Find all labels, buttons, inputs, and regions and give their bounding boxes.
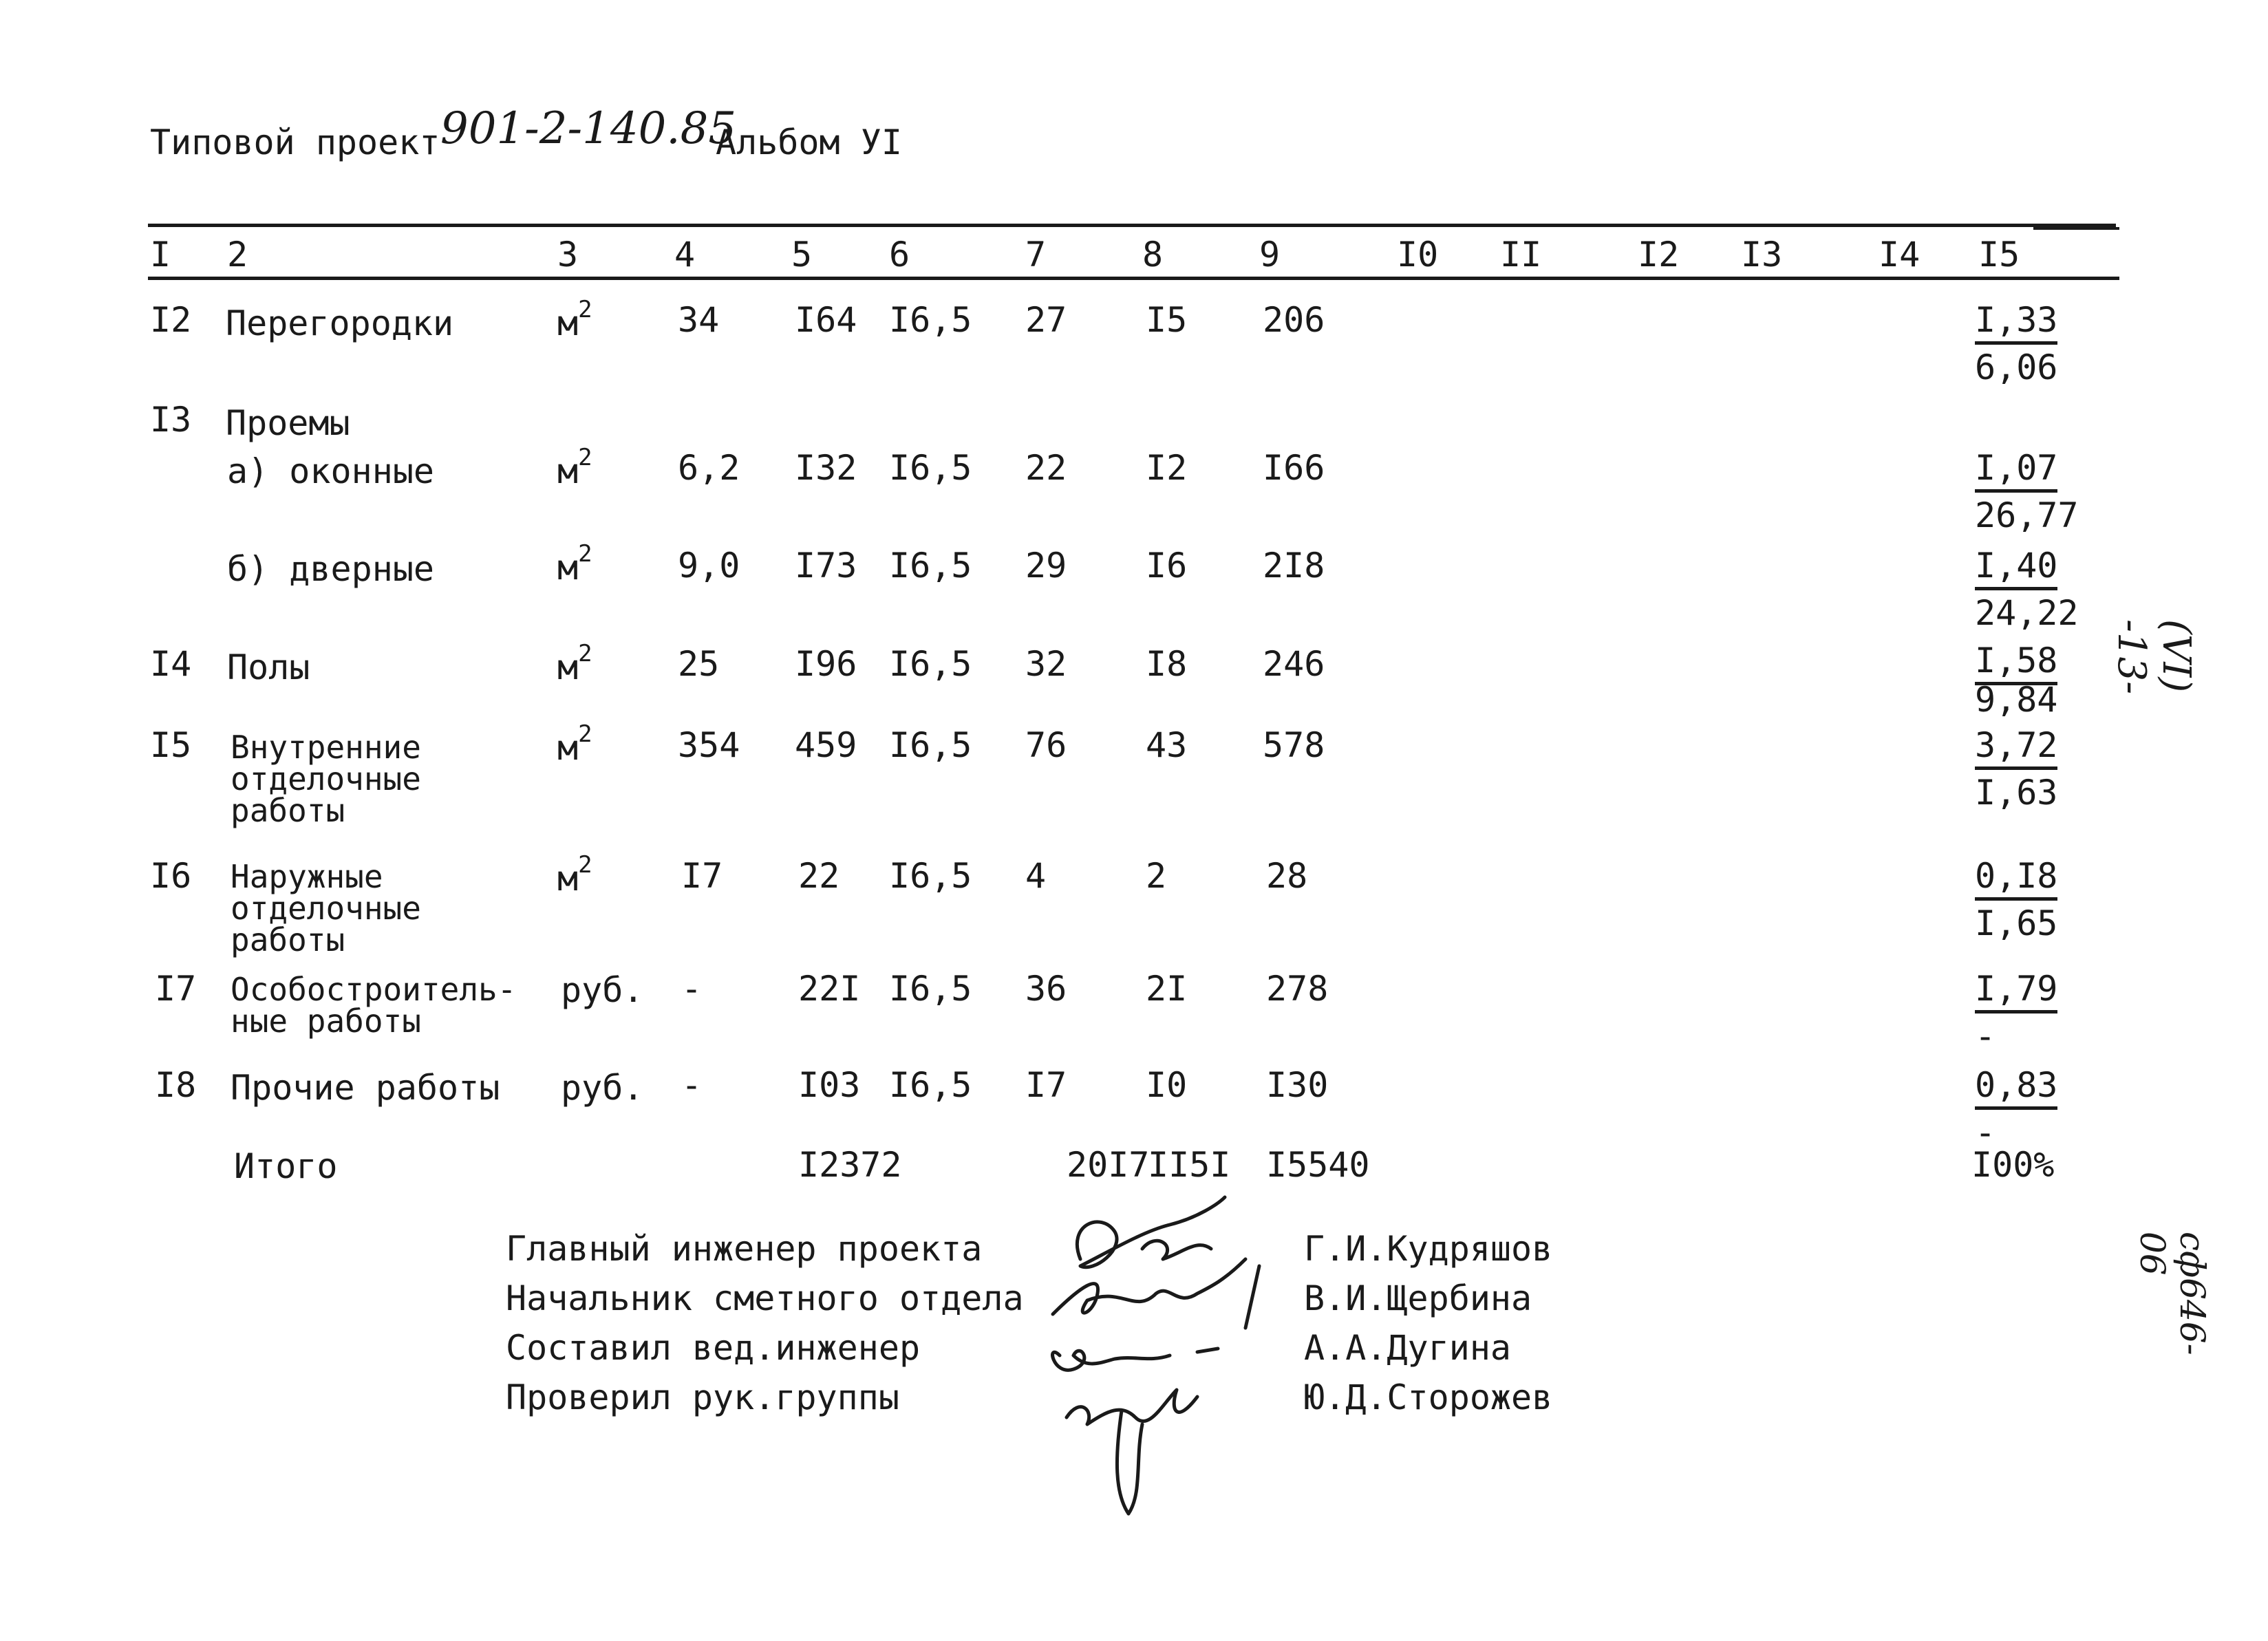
cell-c7: 32 (1025, 644, 1067, 684)
col-header-8: 8 (1142, 235, 1164, 275)
cell-c6: I6,5 (889, 969, 972, 1009)
cell-c9: 278 (1266, 969, 1329, 1009)
cell-c15: $\frac{0,I8}{I,65}$ (1975, 856, 2058, 943)
total-label: Итого (234, 1146, 338, 1186)
cell-c4: - (681, 1065, 703, 1105)
album-label: Альбом УI (716, 122, 902, 162)
cell-c5: 22I (798, 969, 861, 1009)
row-name: Полы (227, 647, 310, 687)
cell-c6: I6,5 (889, 725, 972, 765)
cell-c8: 2I (1146, 969, 1188, 1009)
cell-c9: 246 (1263, 644, 1325, 684)
row-name: Прочие работы (231, 1068, 500, 1108)
cell-c5: I96 (795, 644, 857, 684)
row-name: а) оконные (227, 451, 435, 491)
cell-c5: 459 (795, 725, 857, 765)
row-unit: руб. (561, 1068, 644, 1108)
cell-c4: 25 (678, 644, 720, 684)
row-name-line: работы (231, 792, 345, 829)
cell-c6: I6,5 (889, 1065, 972, 1105)
col-header-7: 7 (1025, 235, 1047, 275)
cell-c7: 27 (1025, 300, 1067, 340)
signature-name: В.И.Щербина (1304, 1278, 1532, 1318)
cell-c5: 22 (798, 856, 840, 896)
col-header-15: I5 (1978, 235, 2020, 275)
cell-c5: I64 (795, 300, 857, 340)
table-top-rule (148, 224, 2116, 227)
cell-c5: I03 (798, 1065, 861, 1105)
col-header-13: I3 (1741, 235, 1783, 275)
col-header-10: I0 (1397, 235, 1439, 275)
row-unit: руб. (561, 970, 644, 1010)
col-header-1: I (150, 235, 171, 275)
signature-name: Г.И.Кудряшов (1304, 1229, 1553, 1269)
cell-c15: 0,83 - (1975, 1065, 2058, 1152)
cell-c15: $\frac{I,33}{6,06}$ (1975, 300, 2058, 387)
cell-c4: I7 (681, 856, 723, 896)
cell-c4: 9,0 (678, 546, 740, 586)
cell-c7: 76 (1025, 725, 1067, 765)
total-c8: II5I (1148, 1145, 1231, 1185)
row-name-line: Особостроитель- (231, 971, 517, 1008)
handwritten-signatures (1039, 1183, 1301, 1527)
row-number: I5 (150, 725, 192, 765)
cell-c15: I,79 - (1975, 969, 2058, 1056)
row-unit: $м^2$ (557, 444, 592, 491)
cell-c8: 2 (1146, 856, 1167, 896)
row-number: I2 (150, 300, 192, 340)
cell-c15: $\frac{3,72}{I,63}$ (1975, 725, 2058, 813)
col-header-12: I2 (1638, 235, 1680, 275)
col-header-9: 9 (1259, 235, 1281, 275)
cell-c8: I6 (1146, 546, 1188, 586)
row-unit: $м^2$ (557, 851, 592, 899)
row-name-line: отделочные (231, 890, 421, 927)
row-number: I4 (150, 644, 192, 684)
row-name-line: работы (231, 921, 345, 958)
signature-role: Проверил рук.группы (506, 1377, 899, 1417)
cell-c4: 6,2 (678, 448, 740, 488)
row-name-line: Внутренние (231, 729, 421, 766)
cell-c9: 578 (1263, 725, 1325, 765)
cell-c5: I32 (795, 448, 857, 488)
col-header-6: 6 (889, 235, 910, 275)
cell-c15: $\frac{I,07}{26,77}$ (1975, 448, 2079, 535)
header-prefix: Типовой проект (150, 122, 440, 162)
col-header-4: 4 (674, 235, 696, 275)
total-c7: 20I7 (1067, 1145, 1150, 1185)
row-unit: $м^2$ (557, 540, 592, 588)
row-unit: $м^2$ (557, 720, 592, 768)
signature-role: Главный инженер проекта (506, 1229, 983, 1269)
cell-c8: I8 (1146, 644, 1188, 684)
cell-c4: 354 (678, 725, 740, 765)
signature-role: Составил вед.инженер (506, 1328, 921, 1368)
project-number: 901-2-140.85 (440, 103, 737, 154)
row-number: I3 (150, 400, 192, 440)
cell-c9: I30 (1266, 1065, 1329, 1105)
cell-c6: I6,5 (889, 546, 972, 586)
cell-c4: - (681, 969, 703, 1009)
row-name-line: отделочные (231, 760, 421, 797)
cell-c15: $\frac{I,58}{9,84}$ (1975, 641, 2058, 720)
cell-c9: 28 (1266, 856, 1308, 896)
cell-c6: I6,5 (889, 448, 972, 488)
total-c15: I00% (1971, 1145, 2055, 1185)
total-c9: I5540 (1266, 1145, 1370, 1185)
cell-c7: 29 (1025, 546, 1067, 586)
cell-c9: I66 (1263, 448, 1325, 488)
col-header-3: 3 (557, 235, 579, 275)
cell-c7: 4 (1025, 856, 1047, 896)
cell-c7: 36 (1025, 969, 1067, 1009)
cell-c6: I6,5 (889, 300, 972, 340)
cell-c7: I7 (1025, 1065, 1067, 1105)
cell-c6: I6,5 (889, 644, 972, 684)
cell-c5: I73 (795, 546, 857, 586)
page-mark: (VI) -13- (2109, 619, 2199, 695)
row-name: Проемы (226, 403, 350, 443)
row-number: I7 (155, 969, 197, 1009)
row-name-line: Наружные (231, 858, 383, 895)
col-header-11: II (1500, 235, 1542, 275)
total-c5: I2372 (798, 1145, 902, 1185)
cell-c7: 22 (1025, 448, 1067, 488)
col-header-2: 2 (227, 235, 248, 275)
signature-name: А.А.Дугина (1304, 1328, 1512, 1368)
cell-c15: $\frac{I,40}{24,22}$ (1975, 546, 2079, 633)
table-header-rule (148, 277, 2119, 280)
col-header-14: I4 (1879, 235, 1921, 275)
row-name-line: ные работы (231, 1002, 421, 1040)
cell-c8: 43 (1146, 725, 1188, 765)
row-name: Перегородки (226, 303, 454, 343)
cell-c8: I0 (1146, 1065, 1188, 1105)
col-header-5: 5 (791, 235, 813, 275)
row-name: б) дверные (227, 549, 435, 589)
archive-code: сф646-06 (2132, 1232, 2212, 1355)
row-unit: $м^2$ (557, 640, 592, 687)
table-top-rule-right (2033, 227, 2119, 230)
signature-name: Ю.Д.Сторожев (1304, 1377, 1553, 1417)
signature-role: Начальник сметного отдела (506, 1278, 1024, 1318)
cell-c8: I2 (1146, 448, 1188, 488)
cell-c6: I6,5 (889, 856, 972, 896)
cell-c8: I5 (1146, 300, 1188, 340)
row-unit: $м^2$ (557, 296, 592, 343)
row-number: I8 (155, 1065, 197, 1105)
cell-c9: 206 (1263, 300, 1325, 340)
cell-c4: 34 (678, 300, 720, 340)
row-number: I6 (150, 856, 192, 896)
cell-c9: 2I8 (1263, 546, 1325, 586)
